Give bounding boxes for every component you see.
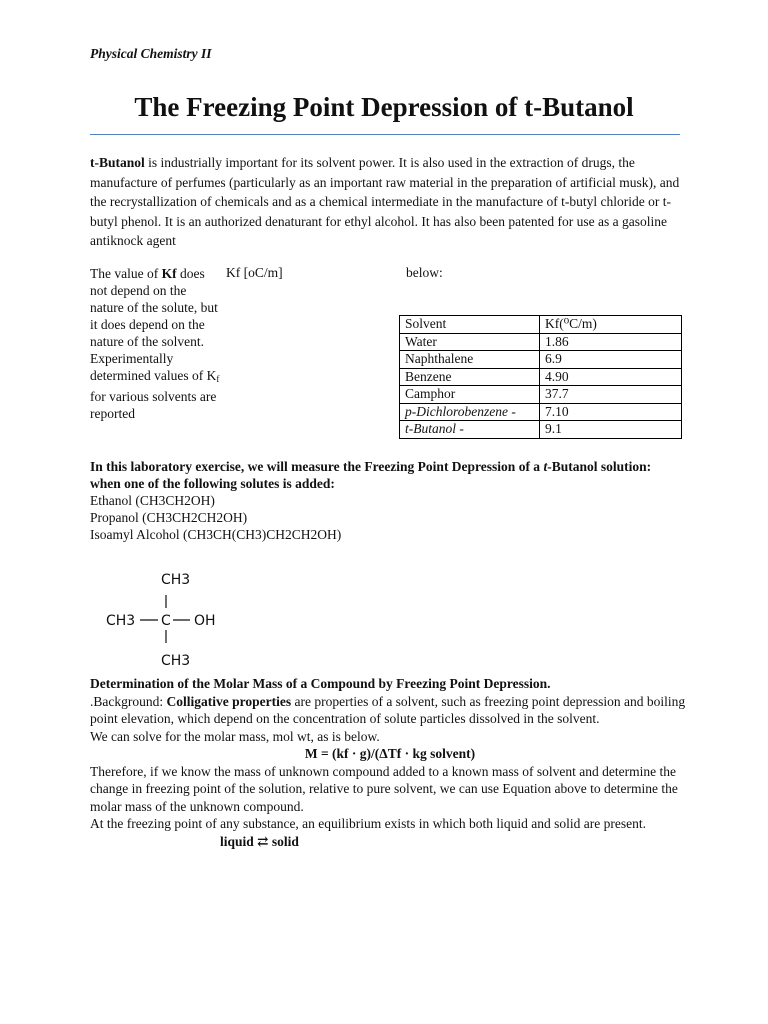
molecule-left-group: CH3 xyxy=(106,613,136,629)
intro-lead: t-Butanol xyxy=(90,155,145,170)
solute-item: Propanol (CH3CH2CH2OH) xyxy=(90,510,248,525)
kf-symbol: Kf xyxy=(161,266,177,281)
table-row xyxy=(400,368,682,386)
therefore-paragraph: Therefore, if we know the mass of unknown compound added to a known mass of solvent and determine the change in freezing point of the solution, relative to pure solvent, we can use Equation above to determine the molar mass of the unknown compound. xyxy=(90,763,678,814)
table-cell: 9.1 xyxy=(540,421,682,439)
solute-item: Ethanol (CH3CH2OH) xyxy=(90,493,215,508)
table-cell: t-Butanol - xyxy=(400,421,540,439)
background-bold: Colligative properties xyxy=(166,693,292,709)
page-title: The Freezing Point Depression of t-Butanol xyxy=(134,92,634,122)
experiment-intro-a: In this laboratory exercise, we will measure the Freezing Point Depression of a xyxy=(90,459,544,474)
table-row xyxy=(400,333,682,351)
kf-table xyxy=(399,315,682,439)
table-cell: 7.10 xyxy=(540,403,682,421)
liquid-solid-equilibrium: liquid ⇄ solid xyxy=(220,833,299,849)
molar-mass-equation xyxy=(90,745,690,763)
table-header-cell: Solvent xyxy=(400,316,540,334)
section-heading-text: Determination of the Molar Mass of a Compound by Freezing Point Depression. xyxy=(90,676,551,691)
kf-explanation xyxy=(90,265,220,422)
kf-text-c: for various solvents are reported xyxy=(90,389,217,421)
solve-line: We can solve for the molar mass, mol wt, as is below. xyxy=(90,728,380,744)
table-header-row xyxy=(400,316,682,334)
table-row xyxy=(400,403,682,421)
table-cell: 4.90 xyxy=(540,368,682,386)
experiment-intro-b: -Butanol solution: when one of the following solutes is added: xyxy=(90,459,652,491)
table-cell: Water xyxy=(400,333,540,351)
running-header: Physical Chemistry II xyxy=(90,46,212,61)
equation-text: M = (kf · g)/(ΔTf · kg solvent) xyxy=(304,746,476,761)
table-row xyxy=(400,386,682,404)
table-row xyxy=(400,351,682,369)
table-cell: Benzene xyxy=(400,368,540,386)
t-butanol-structure xyxy=(100,566,250,670)
molecule-top-group: CH3 xyxy=(161,572,191,588)
table-cell: Naphthalene xyxy=(400,351,540,369)
section-heading xyxy=(90,675,690,693)
equilibrium-paragraph xyxy=(90,815,690,850)
molar-mass-section xyxy=(90,675,690,850)
kf-text-a: The value of xyxy=(90,266,162,281)
table-cell: Camphor xyxy=(400,386,540,404)
experiment-section xyxy=(90,458,680,543)
molecule-bottom-group: CH3 xyxy=(161,653,191,669)
solute-item: Isoamyl Alcohol (CH3CH(CH3)CH2CH2OH) xyxy=(90,527,342,542)
background-prefix: .Background: xyxy=(90,693,167,709)
background-paragraph xyxy=(90,693,690,728)
equilibrium-text: At the freezing point of any substance, an equilibrium exists in which both liquid and solid are present. xyxy=(90,816,646,831)
table-cell: 6.9 xyxy=(540,351,682,369)
table-row xyxy=(400,421,682,439)
table-cell: 37.7 xyxy=(540,386,682,404)
kf-heading: Kf [oC/m] xyxy=(226,265,283,280)
table-header-cell: Kf(⁰C/m) xyxy=(540,316,682,334)
molecule-right-group: OH xyxy=(194,613,216,629)
title-underline xyxy=(90,134,680,135)
table-cell: p-Dichlorobenzene - xyxy=(400,403,540,421)
kf-text-b: does not depend on the nature of the solute, but it does depend on the nature of the solvent. Experimentally determined values of K xyxy=(90,266,218,383)
experiment-intro-t: t xyxy=(543,459,548,474)
molecule-center-atom: C xyxy=(161,613,171,629)
below-label: below: xyxy=(406,265,443,280)
background-text: are properties of a solvent, such as freezing point depression and boiling point elevation, which depend on the concentration of solute particles dissolved in the solvent. xyxy=(90,693,686,726)
experiment-intro xyxy=(90,458,680,492)
intro-text: is industrially important for its solvent power. It is also used in the extraction of drugs, the manufacture of perfumes (particularly as an important raw material in the preparation of artificial musk), and the recrystallization of chemicals and as a chemical intermediate in the manufacture of t-butyl chloride or t-butyl phenol. It is an authorized denaturant for ethyl alcohol. It has also been patented for use as a gasoline antiknock agent xyxy=(90,155,680,248)
table-cell: 1.86 xyxy=(540,333,682,351)
intro-paragraph xyxy=(90,153,680,251)
kf-subscript: f xyxy=(216,374,220,384)
